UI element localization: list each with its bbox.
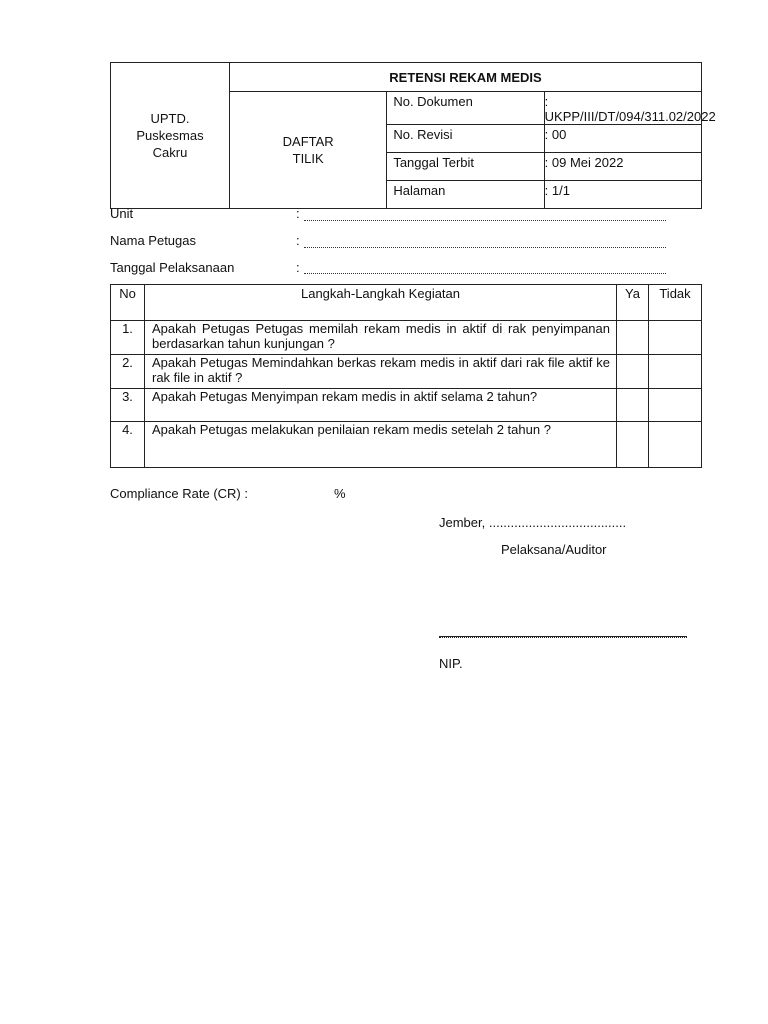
nip-label: NIP.: [439, 656, 463, 671]
row-tidak-cell[interactable]: [649, 389, 702, 422]
org-line-3: Cakru: [152, 145, 188, 160]
signature-underline: [439, 636, 687, 637]
row-step-text: Apakah Petugas Menyimpan rekam medis in aktif selama 2 tahun?: [145, 389, 617, 422]
doc-type-line-2: TILIK: [292, 151, 324, 166]
table-row: [111, 355, 702, 389]
header-ya: Ya: [617, 285, 649, 321]
row-tidak-cell[interactable]: [649, 355, 702, 389]
field-label-page: Halaman: [387, 181, 544, 209]
row-step-text: Apakah Petugas melakukan penilaian rekam medis setelah 2 tahun ?: [145, 422, 617, 468]
unit-fill-line[interactable]: [304, 210, 666, 221]
row-number: 4.: [111, 422, 145, 468]
row-number: 3.: [111, 389, 145, 422]
row-tidak-cell[interactable]: [649, 321, 702, 355]
compliance-rate-unit: %: [334, 486, 346, 501]
checklist-table: [110, 284, 702, 468]
row-number: 2.: [111, 355, 145, 389]
org-line-1: UPTD.: [150, 111, 190, 126]
field-value-revision: : 00: [544, 125, 701, 153]
field-value-issue-date: : 09 Mei 2022: [544, 153, 701, 181]
organization-cell: [111, 63, 230, 209]
header-no: No: [111, 285, 145, 321]
row-step-text: Apakah Petugas Memindahkan berkas rekam medis in aktif dari rak file aktif ke rak file in aktif ?: [145, 355, 617, 389]
org-line-2: Puskesmas: [136, 128, 204, 143]
row-number: 1.: [111, 321, 145, 355]
field-label-issue-date: Tanggal Terbit: [387, 153, 544, 181]
info-label-unit: Unit: [110, 206, 134, 221]
date-fill-line[interactable]: [304, 263, 666, 274]
field-value-page: : 1/1: [544, 181, 701, 209]
row-ya-cell[interactable]: [617, 389, 649, 422]
row-ya-cell[interactable]: [617, 422, 649, 468]
info-colon-unit: :: [296, 206, 300, 221]
header-steps: Langkah-Langkah Kegiatan: [145, 285, 617, 321]
officer-fill-line[interactable]: [304, 237, 666, 248]
field-label-revision: No. Revisi: [387, 125, 544, 153]
info-label-date: Tanggal Pelaksanaan: [110, 260, 235, 275]
header-tidak: Tidak: [649, 285, 702, 321]
field-label-doc-number: No. Dokumen: [387, 92, 544, 125]
row-step-text: Apakah Petugas Petugas memilah rekam medis in aktif di rak penyimpanan berdasarkan tahun kunjungan ?: [145, 321, 617, 355]
table-row: [111, 389, 702, 422]
document-header-table: [110, 62, 716, 209]
field-value-doc-number: : UKPP/III/DT/094/311.02/2022: [544, 92, 701, 125]
compliance-rate-label: Compliance Rate (CR) :: [110, 486, 248, 501]
info-colon-date: :: [296, 260, 300, 275]
row-ya-cell[interactable]: [617, 321, 649, 355]
signer-role: Pelaksana/Auditor: [501, 542, 607, 557]
info-label-officer: Nama Petugas: [110, 233, 196, 248]
table-row: [111, 321, 702, 355]
table-row: [111, 422, 702, 468]
checklist-header-row: [111, 285, 702, 321]
document-title: RETENSI REKAM MEDIS: [230, 63, 702, 92]
document-type-cell: [230, 92, 387, 209]
row-ya-cell[interactable]: [617, 355, 649, 389]
info-colon-officer: :: [296, 233, 300, 248]
place-date: Jember, ......................................: [439, 515, 627, 530]
doc-type-line-1: DAFTAR: [282, 134, 334, 149]
row-tidak-cell[interactable]: [649, 422, 702, 468]
